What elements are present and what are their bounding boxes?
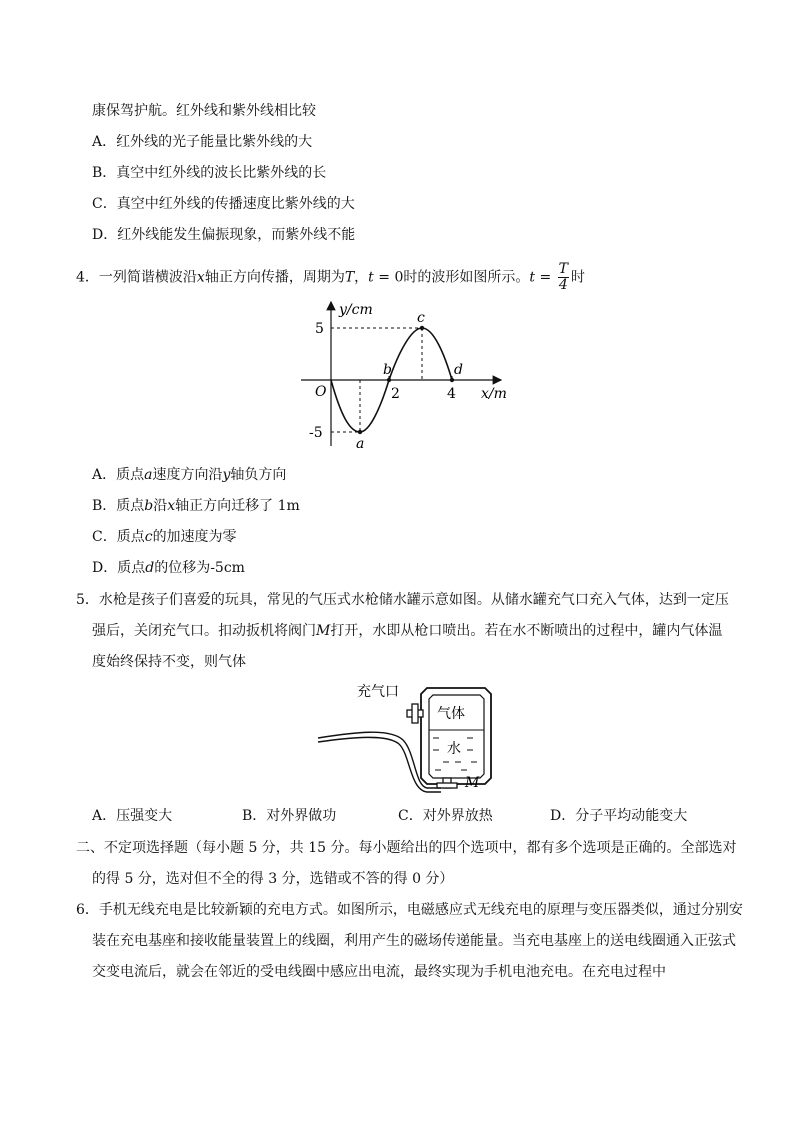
- point-d: [450, 378, 454, 382]
- q4-wave-figure: [295, 296, 515, 454]
- section2-title-line2: 的得 5 分，选对但不全的得 3 分，选错或不答的得 0 分）: [92, 871, 454, 887]
- ytick-5: 5: [315, 321, 324, 337]
- point-c: [420, 326, 424, 330]
- option-prefix: D．质点: [92, 560, 146, 576]
- xtick-4: 4: [447, 386, 456, 402]
- q4-fraction-denominator: 4: [558, 277, 568, 293]
- q5-text: 打开，水即从枪口喷出。若在水不断喷出的过程中，罐内气体温: [330, 623, 723, 639]
- q5-option-c: C．对外界放热: [398, 808, 493, 824]
- q5-stem-line2: [92, 621, 722, 641]
- label-c: c: [417, 310, 425, 326]
- option-var: d: [145, 560, 155, 576]
- origin-label: O: [315, 384, 327, 400]
- section2-title-line1: 二、不定项选择题（每小题 5 分，共 15 分。每小题给出的四个选项中，都有多个选项是正确的。全部选对: [76, 840, 737, 856]
- option-text: 轴正方向迁移了 1m: [175, 498, 300, 514]
- option-prefix: A．质点: [92, 467, 145, 483]
- point-b: [387, 378, 391, 382]
- q5-text: 强后，关闭充气口。扣动扳机将阀门: [92, 623, 316, 639]
- q4-stem-part: 时: [570, 269, 585, 286]
- q4-option-c: [92, 527, 237, 547]
- xtick-2: 2: [391, 386, 400, 402]
- q5-text: 水枪是孩子们喜爱的玩具，常见的气压式水枪储水罐示意如图。从储水罐充气口充入气体，达到一定压: [98, 592, 729, 608]
- option-prefix: B．质点: [92, 498, 145, 514]
- q4-option-a: [92, 465, 286, 485]
- y-axis-label: y/cm: [339, 302, 373, 318]
- q4-fraction-numerator: T: [558, 261, 568, 277]
- label-b: b: [383, 362, 392, 378]
- option-prefix: C．质点: [92, 529, 145, 545]
- q5-stem-line1: [76, 590, 729, 610]
- q3-option-c: C．真空中红外线的传播速度比紫外线的大: [92, 196, 355, 212]
- option-var: x: [167, 498, 176, 514]
- q4-stem-part: ，: [354, 269, 369, 286]
- option-text: 的加速度为零: [152, 529, 237, 545]
- q6-stem-line3: 交变电流后，就会在邻近的受电线圈中感应出电流，最终实现为手机电池充电。在充电过程中: [92, 964, 666, 980]
- point-a: [358, 430, 362, 434]
- q4-stem-part: 轴正方向传播，周期为: [204, 269, 345, 286]
- q4-stem: [76, 262, 585, 293]
- x-axis-label: x/m: [481, 386, 507, 402]
- q4-stem-part: 一列简谐横波沿: [98, 269, 197, 286]
- label-a: a: [356, 436, 365, 452]
- q3-option-d: D．红外线能发生偏振现象，而紫外线不能: [92, 227, 356, 243]
- q6-stem-line2: 装在充电基座和接收能量装置上的线圈，利用产生的磁场传递能量。当充电基座上的送电线圈通入正弦式: [92, 933, 736, 949]
- q3-option-a: A．红外线的光子能量比紫外线的大: [92, 134, 313, 150]
- q5-option-b: B．对外界做功: [242, 808, 337, 824]
- q5-number: 5．: [76, 592, 99, 608]
- q4-var-x: x: [196, 269, 205, 286]
- q4-option-d: [92, 558, 245, 578]
- q5-stem-line3: 度始终保持不变，则气体: [92, 654, 246, 670]
- q6-text: 手机无线充电是比较新颖的充电方式。如图所示，电磁感应式无线充电的原理与变压器类似，通过分别安: [98, 902, 743, 918]
- q4-option-b: [92, 496, 300, 516]
- option-text: 轴负方向: [230, 467, 287, 483]
- q5-water-gun-figure: [315, 680, 515, 795]
- ytick-neg5: -5: [309, 425, 323, 441]
- q5-var-M: M: [316, 623, 331, 639]
- valve-handle: [437, 783, 457, 788]
- q4-equals: =: [535, 269, 556, 286]
- option-var: a: [144, 467, 153, 483]
- hose-inner: [318, 737, 441, 792]
- q4-fraction: [558, 262, 569, 293]
- valve-label: M: [465, 775, 480, 791]
- option-text: 的位移为-5cm: [154, 560, 245, 576]
- q4-var-t: t: [368, 269, 374, 286]
- q3-option-b: B．真空中红外线的波长比紫外线的长: [92, 165, 327, 181]
- q5-option-d: D．分子平均动能变大: [550, 808, 688, 824]
- option-var: b: [144, 498, 154, 514]
- q3-stem-continuation: 康保驾护航。红外线和紫外线相比较: [92, 103, 316, 119]
- q4-var-T: T: [344, 269, 355, 286]
- q5-options-row: [92, 806, 687, 826]
- inlet-cap: [412, 704, 418, 723]
- water-label: 水: [447, 741, 461, 757]
- q6-number: 6．: [76, 902, 99, 918]
- inlet-label: 充气口: [357, 684, 399, 700]
- q5-option-a: A．压强变大: [92, 808, 173, 824]
- q4-number: 4．: [76, 269, 99, 286]
- tank-outer: [421, 688, 491, 784]
- gas-label: 气体: [437, 706, 465, 722]
- q4-stem-part: = 0时的波形如图所示。: [373, 269, 530, 286]
- option-text: 沿: [153, 498, 168, 514]
- q6-stem-line1: [76, 900, 743, 920]
- option-var: y: [222, 467, 231, 483]
- label-d: d: [454, 362, 463, 378]
- q4-var-t: t: [529, 269, 535, 286]
- option-var: c: [144, 529, 153, 545]
- option-text: 速度方向沿: [152, 467, 223, 483]
